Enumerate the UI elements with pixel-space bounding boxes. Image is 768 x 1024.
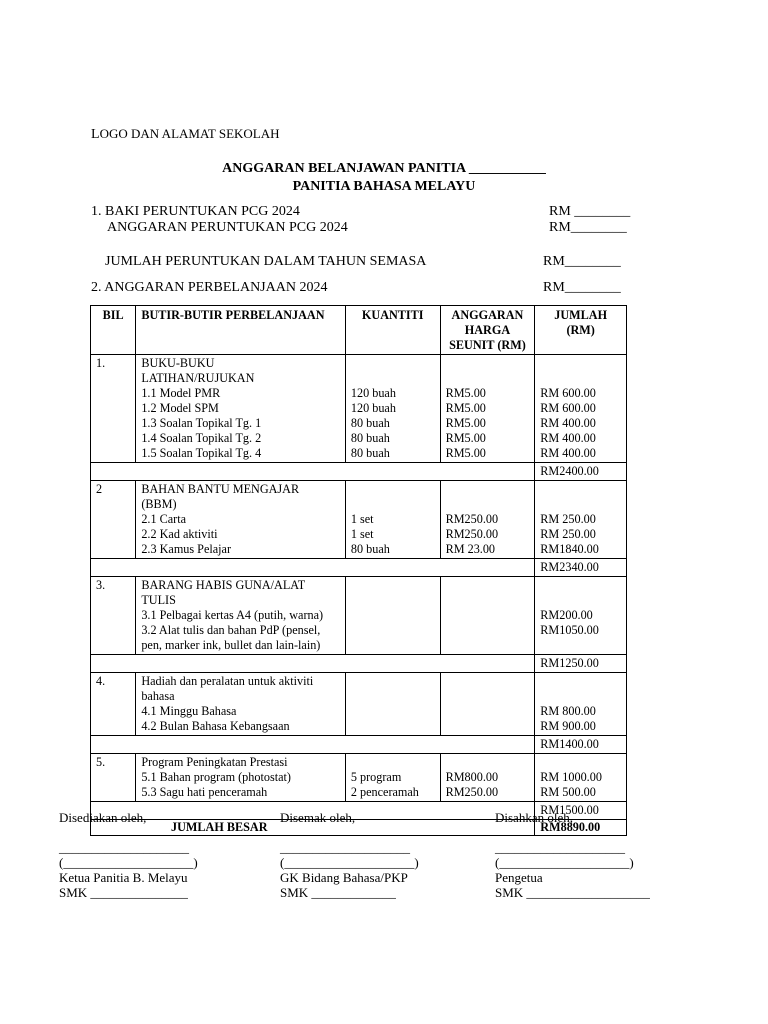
item-total: RM 800.00 bbox=[540, 704, 596, 718]
item-description: 3.2 Alat tulis dan bahan PdP (pensel, bbox=[141, 623, 321, 637]
blank-line bbox=[446, 623, 530, 638]
item-unit-price: RM 23.00 bbox=[445, 542, 496, 556]
kuantiti-cell bbox=[345, 577, 440, 655]
header-butir: BUTIR-BUTIR PERBELANJAAN bbox=[136, 306, 346, 355]
item-description: 1.5 Soalan Topikal Tg. 4 bbox=[141, 446, 262, 460]
item-total: RM 250.00 bbox=[540, 527, 596, 541]
item-total: RM 400.00 bbox=[540, 416, 596, 430]
header-bil: BIL bbox=[91, 306, 136, 355]
grand-total-value: RM8890.00 bbox=[535, 820, 627, 836]
logo-initial: L bbox=[91, 127, 100, 142]
signature-school: SMK ___________________ bbox=[495, 885, 650, 900]
item-description: pen, marker ink, bullet dan lain-lain) bbox=[141, 638, 321, 652]
item-unit-price: RM5.00 bbox=[445, 386, 486, 400]
item-total: RM1050.00 bbox=[540, 623, 599, 637]
anggaran-value: RM________ bbox=[549, 220, 627, 235]
section-heading: (BBM) bbox=[141, 497, 177, 511]
baki-value: RM ________ bbox=[549, 204, 631, 219]
item-unit-price: RM5.00 bbox=[445, 416, 486, 430]
budget-body bbox=[91, 355, 627, 836]
kuantiti-cell bbox=[345, 481, 440, 559]
harga-cell bbox=[440, 481, 535, 559]
item-description: 1.1 Model PMR bbox=[141, 386, 221, 400]
subtotal-value: RM1500.00 bbox=[535, 802, 627, 820]
signature-school: SMK _______________ bbox=[59, 885, 188, 900]
section-heading: Hadiah dan peralatan untuk aktiviti bbox=[141, 674, 314, 688]
section-heading: bahasa bbox=[141, 689, 175, 703]
kuantiti-cell bbox=[345, 754, 440, 802]
signature-caption: Disemak oleh, bbox=[280, 810, 356, 825]
budget-table bbox=[90, 305, 627, 836]
blank-line bbox=[446, 704, 530, 719]
blank-line bbox=[446, 497, 530, 512]
signature-school: SMK _____________ bbox=[280, 885, 396, 900]
item-total: RM 600.00 bbox=[540, 386, 596, 400]
blank-line bbox=[351, 578, 435, 593]
signature-name-line: (____________________) bbox=[280, 855, 419, 870]
item-total: RM1840.00 bbox=[540, 542, 599, 556]
blank-line bbox=[540, 497, 621, 512]
header-harga-seunit: ANGGARAN HARGA SEUNIT (RM) bbox=[440, 306, 535, 355]
item-description: 2.3 Kamus Pelajar bbox=[141, 542, 232, 556]
blank-line bbox=[540, 755, 621, 770]
item-unit-price: RM250.00 bbox=[445, 785, 499, 799]
item-description: 4.1 Minggu Bahasa bbox=[141, 704, 237, 718]
item-unit-price: RM5.00 bbox=[445, 446, 486, 460]
butir-cell bbox=[136, 481, 346, 559]
item-unit-price: RM5.00 bbox=[445, 431, 486, 445]
table-row bbox=[91, 577, 627, 655]
subtotal-value: RM1250.00 bbox=[535, 655, 627, 673]
blank-line bbox=[446, 638, 530, 653]
signature-gap bbox=[495, 825, 650, 840]
blank-line bbox=[540, 593, 621, 608]
table-row bbox=[91, 481, 627, 559]
blank-line bbox=[540, 689, 621, 704]
perbelanjaan-value: RM________ bbox=[543, 280, 621, 295]
item-total: RM 400.00 bbox=[540, 446, 596, 460]
signature-gap bbox=[280, 825, 419, 840]
signature-block bbox=[280, 810, 419, 900]
bil-cell: 3. bbox=[91, 577, 136, 655]
blank-line bbox=[446, 578, 530, 593]
item-description: 1.2 Model SPM bbox=[141, 401, 219, 415]
signature-name-line: (____________________) bbox=[495, 855, 634, 870]
item-quantity: 1 set bbox=[350, 512, 374, 526]
blank-line bbox=[351, 608, 435, 623]
item-quantity: 80 buah bbox=[350, 416, 390, 430]
blank-line bbox=[540, 356, 621, 371]
item-description: 2.2 Kad aktiviti bbox=[141, 527, 218, 541]
item-quantity: 80 buah bbox=[350, 542, 390, 556]
section-heading: Program Peningkatan Prestasi bbox=[141, 755, 288, 769]
logo-text: OGO DAN ALAMAT SEKOLAH bbox=[99, 126, 280, 141]
header-kuantiti: KUANTITI bbox=[345, 306, 440, 355]
signature-line: ____________________ bbox=[280, 840, 410, 855]
blank-line bbox=[540, 638, 621, 653]
item-description: 1.4 Soalan Topikal Tg. 2 bbox=[141, 431, 262, 445]
subtotal-value: RM2400.00 bbox=[535, 463, 627, 481]
subtotal-spacer bbox=[91, 559, 535, 577]
signature-role: GK Bidang Bahasa/PKP bbox=[280, 870, 408, 885]
bil-cell: 1. bbox=[91, 355, 136, 463]
item-description: 3.1 Pelbagai kertas A4 (putih, warna) bbox=[141, 608, 324, 622]
blank-line bbox=[351, 482, 435, 497]
header-jumlah: JUMLAH (RM) bbox=[535, 306, 627, 355]
blank-line bbox=[351, 356, 435, 371]
item-quantity: 5 program bbox=[350, 770, 402, 784]
item-description: 5.1 Bahan program (photostat) bbox=[141, 770, 291, 784]
grand-total-label: JUMLAH BESAR bbox=[91, 820, 535, 836]
kuantiti-cell bbox=[345, 355, 440, 463]
blank-line bbox=[446, 593, 530, 608]
signature-caption: Disahkan oleh, bbox=[495, 810, 573, 825]
item-quantity: 120 buah bbox=[350, 386, 396, 400]
item-description: 2.1 Carta bbox=[141, 512, 187, 526]
item-total: RM 900.00 bbox=[540, 719, 596, 733]
section-heading: BAHAN BANTU MENGAJAR bbox=[141, 482, 300, 496]
subtotal-value: RM2340.00 bbox=[535, 559, 627, 577]
blank-line bbox=[446, 356, 530, 371]
item-total: RM 1000.00 bbox=[540, 770, 602, 784]
signature-line: ____________________ bbox=[59, 840, 189, 855]
butir-cell bbox=[136, 673, 346, 736]
document-subtitle: PANITIA BAHASA MELAYU bbox=[292, 179, 476, 194]
item-total: RM 400.00 bbox=[540, 431, 596, 445]
blank-line bbox=[446, 371, 530, 386]
kuantiti-cell bbox=[345, 673, 440, 736]
subtotal-row bbox=[91, 655, 627, 673]
blank-line bbox=[540, 674, 621, 689]
blank-line bbox=[446, 719, 530, 734]
item-unit-price: RM800.00 bbox=[445, 770, 499, 784]
jumlah-cell bbox=[535, 355, 627, 463]
subtotal-value: RM1400.00 bbox=[535, 736, 627, 754]
blank-line bbox=[351, 638, 435, 653]
jumlah-peruntukan-value: RM________ bbox=[543, 254, 621, 269]
signature-role: Pengetua bbox=[495, 870, 543, 885]
blank-line bbox=[446, 482, 530, 497]
blank-line bbox=[351, 593, 435, 608]
butir-cell bbox=[136, 577, 346, 655]
signature-name-line: (____________________) bbox=[59, 855, 198, 870]
table-header-row bbox=[91, 306, 627, 355]
signature-block bbox=[59, 810, 198, 900]
blank-line bbox=[446, 755, 530, 770]
subtotal-row bbox=[91, 463, 627, 481]
subtotal-spacer bbox=[91, 736, 535, 754]
bil-cell: 5. bbox=[91, 754, 136, 802]
item-total: RM200.00 bbox=[540, 608, 593, 622]
item-quantity: 2 penceramah bbox=[350, 785, 419, 799]
blank-line bbox=[351, 704, 435, 719]
blank-line bbox=[351, 719, 435, 734]
document-title: ANGGARAN BELANJAWAN PANITIA ___________ bbox=[222, 161, 546, 176]
blank-line bbox=[540, 578, 621, 593]
baki-label: 1. BAKI PERUNTUKAN PCG 2024 bbox=[91, 204, 300, 219]
table-row bbox=[91, 355, 627, 463]
section-heading: LATIHAN/RUJUKAN bbox=[141, 371, 255, 385]
section-heading: TULIS bbox=[141, 593, 176, 607]
item-total: RM 600.00 bbox=[540, 401, 596, 415]
jumlah-cell bbox=[535, 673, 627, 736]
item-description: 4.2 Bulan Bahasa Kebangsaan bbox=[141, 719, 290, 733]
jumlah-cell bbox=[535, 754, 627, 802]
table-row bbox=[91, 754, 627, 802]
blank-line bbox=[446, 608, 530, 623]
item-description: 5.3 Sagu hati penceramah bbox=[141, 785, 268, 799]
item-quantity: 1 set bbox=[350, 527, 374, 541]
section-heading: BUKU-BUKU bbox=[141, 356, 215, 370]
item-unit-price: RM5.00 bbox=[445, 401, 486, 415]
blank-line bbox=[351, 755, 435, 770]
table-row bbox=[91, 673, 627, 736]
harga-cell bbox=[440, 577, 535, 655]
item-unit-price: RM250.00 bbox=[445, 512, 499, 526]
harga-cell bbox=[440, 355, 535, 463]
item-total: RM 250.00 bbox=[540, 512, 596, 526]
harga-cell bbox=[440, 754, 535, 802]
butir-cell bbox=[136, 754, 346, 802]
item-quantity: 80 buah bbox=[350, 446, 390, 460]
signature-line: ____________________ bbox=[495, 840, 625, 855]
butir-cell bbox=[136, 355, 346, 463]
logo-placeholder bbox=[91, 126, 280, 143]
blank-line bbox=[446, 674, 530, 689]
blank-line bbox=[351, 689, 435, 704]
subtotal-row bbox=[91, 559, 627, 577]
blank-line bbox=[351, 497, 435, 512]
blank-line bbox=[540, 482, 621, 497]
jumlah-cell bbox=[535, 577, 627, 655]
item-description: 1.3 Soalan Topikal Tg. 1 bbox=[141, 416, 262, 430]
item-unit-price: RM250.00 bbox=[445, 527, 499, 541]
blank-line bbox=[446, 689, 530, 704]
item-total: RM 500.00 bbox=[540, 785, 596, 799]
anggaran-label: ANGGARAN PERUNTUKAN PCG 2024 bbox=[107, 220, 348, 235]
section-heading: BARANG HABIS GUNA/ALAT bbox=[141, 578, 306, 592]
blank-line bbox=[351, 623, 435, 638]
signature-role: Ketua Panitia B. Melayu bbox=[59, 870, 188, 885]
harga-cell bbox=[440, 673, 535, 736]
item-quantity: 80 buah bbox=[350, 431, 390, 445]
jumlah-peruntukan-label: JUMLAH PERUNTUKAN DALAM TAHUN SEMASA bbox=[105, 254, 427, 269]
blank-line bbox=[351, 674, 435, 689]
subtotal-spacer bbox=[91, 463, 535, 481]
signature-gap bbox=[59, 825, 198, 840]
signature-block bbox=[495, 810, 650, 900]
bil-cell: 2 bbox=[91, 481, 136, 559]
item-quantity: 120 buah bbox=[350, 401, 396, 415]
blank-line bbox=[540, 371, 621, 386]
perbelanjaan-label: 2. ANGGARAN PERBELANJAAN 2024 bbox=[91, 280, 328, 295]
subtotal-row bbox=[91, 736, 627, 754]
signature-caption: Disediakan oleh, bbox=[59, 810, 147, 825]
bil-cell: 4. bbox=[91, 673, 136, 736]
blank-line bbox=[351, 371, 435, 386]
jumlah-cell bbox=[535, 481, 627, 559]
subtotal-spacer bbox=[91, 655, 535, 673]
